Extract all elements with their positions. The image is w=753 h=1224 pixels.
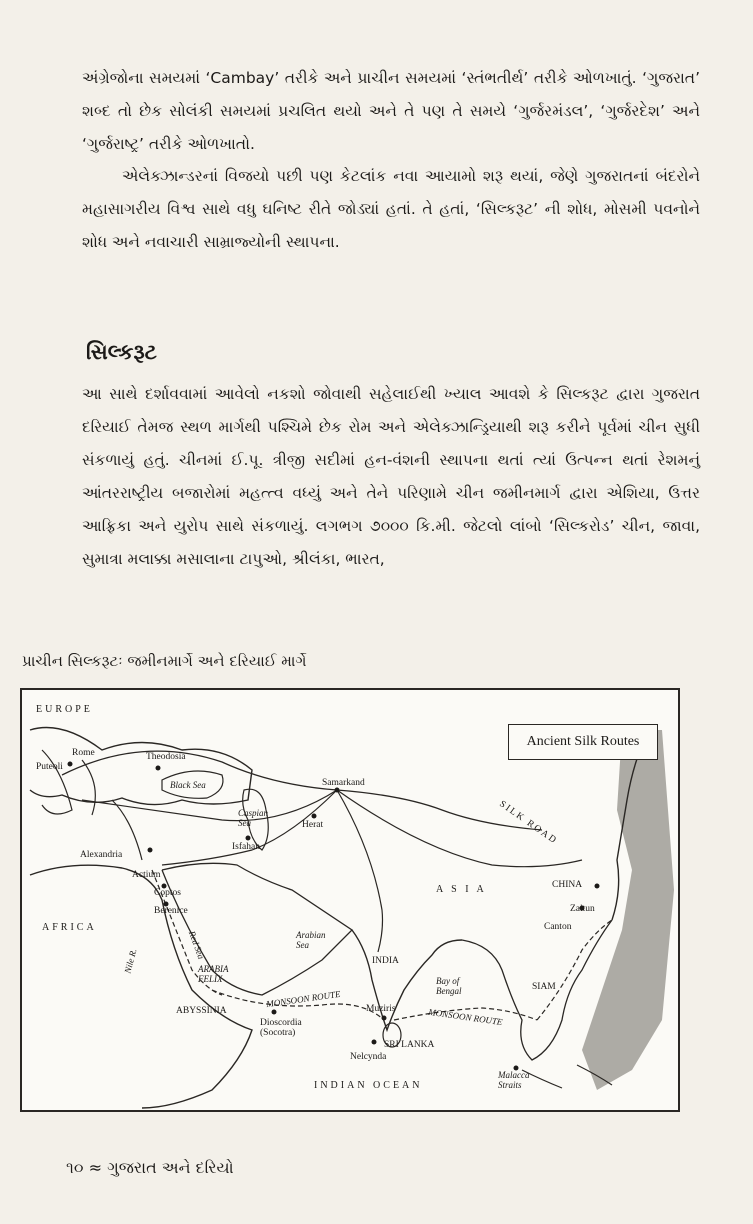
label-red-sea: Red Sea bbox=[186, 929, 207, 961]
route-to-india bbox=[337, 790, 383, 952]
label-canton: Canton bbox=[544, 922, 572, 932]
paragraph-cambay: અંગ્રેજોના સમયમાં ‘Cambay’ તરીકે અને પ્રાચીન સમયમાં ‘સ્તંભતીર્થ’ તરીકે ઓળખાતું. ‘ગુજરાત’ શબ્દ તો છેક સોલંકી સમયમાં પ્રચલિત થયો અને તે પણ તે સમયે ‘ગુર્જરમંડલ’, ‘ગુર્જરદેશ’ અને ‘ગુર્જરાષ્ટ્ર’ તરીકે ઓળખાતો. bbox=[82, 69, 700, 153]
label-berenice: Berenice bbox=[154, 906, 188, 916]
east-coast-shade bbox=[582, 730, 674, 1090]
label-arabia-felix: ARABIA FELIX bbox=[198, 964, 229, 984]
label-europe: EUROPE bbox=[36, 704, 93, 715]
label-monsoon-route-west: MONSOON ROUTE bbox=[265, 988, 342, 1010]
label-coptos: Coptos bbox=[154, 888, 181, 898]
silk-road-north bbox=[62, 751, 542, 830]
label-samarkand: Samarkand bbox=[322, 778, 365, 788]
section-heading-silkroute: સિલ્કરૂટ bbox=[86, 340, 157, 364]
paragraph-silkroute: આ સાથે દર્શાવવામાં આવેલો નકશો જોવાથી સહેલાઈથી ખ્યાલ આવશે કે સિલ્કરૂટ દ્વારા ગુજરાત દરિયાઈ તેમજ સ્થળ માર્ગથી પશ્ચિમે છેક રોમ અને એલેક્ઝાન્ડ્રિયાથી શરૂ કરીને પૂર્વમાં ચીન સુધી સંકળાયું હતું. ચીનમાં ઈ.પૂ. ત્રીજી સદીમાં હન-વંશની સ્થાપના થતાં ત્યાં ઉત્પન્ન થતાં રેશમનું આંતરરાષ્ટ્રીય બજારોમાં મહત્ત્વ વધ્યું અને તેને પરિણામે ચીન જમીનમાર્ગ દ્વારા એશિયા, ઉત્તર આફ્રિકા અને યુરોપ સાથે સંકળાયું. લગભગ ૭૦૦૦ કિ.મી. જેટલો લાંબો ‘સિલ્કરોડ’ ચીન, જાવા, સુમાત્રા મલાક્કા મસાલાના ટાપુઓ, શ્રીલંકા, ભારત, bbox=[82, 385, 700, 568]
label-bay-of-bengal: Bay of Bengal bbox=[436, 976, 462, 996]
page-footer bbox=[66, 1158, 234, 1178]
label-rome: Rome bbox=[72, 748, 95, 758]
paragraph-alexander: એલેક્ઝાન્ડરનાં વિજયો પછી પણ કેટલાંક નવા આયામો શરૂ થયાં, જેણે ગુજરાતનાં બંદરોને મહાસાગરીય વિશ્વ સાથે વધુ ઘનિષ્ટ રીતે જોડ્યાં હતાં. તે હતાં, ‘સિલ્કરૂટ’ ની શોધ, મોસમી પવનોને શોધ અને નવાચારી સામ્રાજ્યોની સ્થાપના. bbox=[82, 167, 700, 251]
label-india: INDIA bbox=[372, 956, 399, 966]
silk-routes-map bbox=[20, 688, 680, 1112]
label-caspian-sea: Caspian Sea bbox=[238, 808, 269, 828]
africa-coast bbox=[30, 865, 252, 1108]
label-monsoon-route-east: MONSOON ROUTE bbox=[427, 1006, 504, 1028]
page-number: ૧૦ bbox=[66, 1158, 84, 1177]
map-title: Ancient Silk Routes bbox=[508, 724, 658, 760]
label-nile: Nile R. bbox=[122, 947, 139, 975]
city-markers bbox=[68, 762, 600, 1071]
label-zaitun: Zaitun bbox=[570, 904, 595, 914]
footer-separator: ≈ bbox=[88, 1158, 102, 1177]
label-siam: SIAM bbox=[532, 982, 556, 992]
label-dioscordia: Dioscordia (Socotra) bbox=[260, 1018, 302, 1038]
label-actium: Actium bbox=[132, 870, 161, 880]
europe-coast bbox=[30, 728, 252, 805]
label-herat: Herat bbox=[302, 820, 324, 830]
label-china: CHINA bbox=[552, 880, 583, 890]
book-title: ગુજરાત અને દરિયો bbox=[107, 1158, 234, 1177]
label-puteoli: Puteoli bbox=[36, 762, 63, 772]
label-malacca: Malacca Straits bbox=[498, 1070, 530, 1090]
label-africa: AFRICA bbox=[42, 922, 97, 933]
label-asia: A S I A bbox=[436, 884, 487, 895]
label-theodosia: Theodosia bbox=[146, 752, 186, 762]
label-muziris: Muziris bbox=[366, 1004, 396, 1014]
label-sri-lanka: SRI LANKA bbox=[384, 1040, 435, 1050]
silk-road-mid bbox=[82, 790, 337, 821]
figure-caption: પ્રાચીન સિલ્કરૂટઃ જમીનમાર્ગે અને દરિયાઈ માર્ગે bbox=[22, 652, 307, 670]
label-arabian-sea: Arabian Sea bbox=[296, 930, 326, 950]
label-silk-road: SILK ROAD bbox=[497, 799, 560, 847]
label-black-sea: Black Sea bbox=[170, 780, 206, 790]
label-abyssinia: ABYSSINIA bbox=[176, 1006, 227, 1016]
label-indian-ocean: INDIAN OCEAN bbox=[314, 1080, 423, 1091]
label-isfahan: Isfahan bbox=[232, 842, 260, 852]
label-alexandria: Alexandria bbox=[80, 850, 123, 860]
label-nelcynda: Nelcynda bbox=[350, 1052, 387, 1062]
